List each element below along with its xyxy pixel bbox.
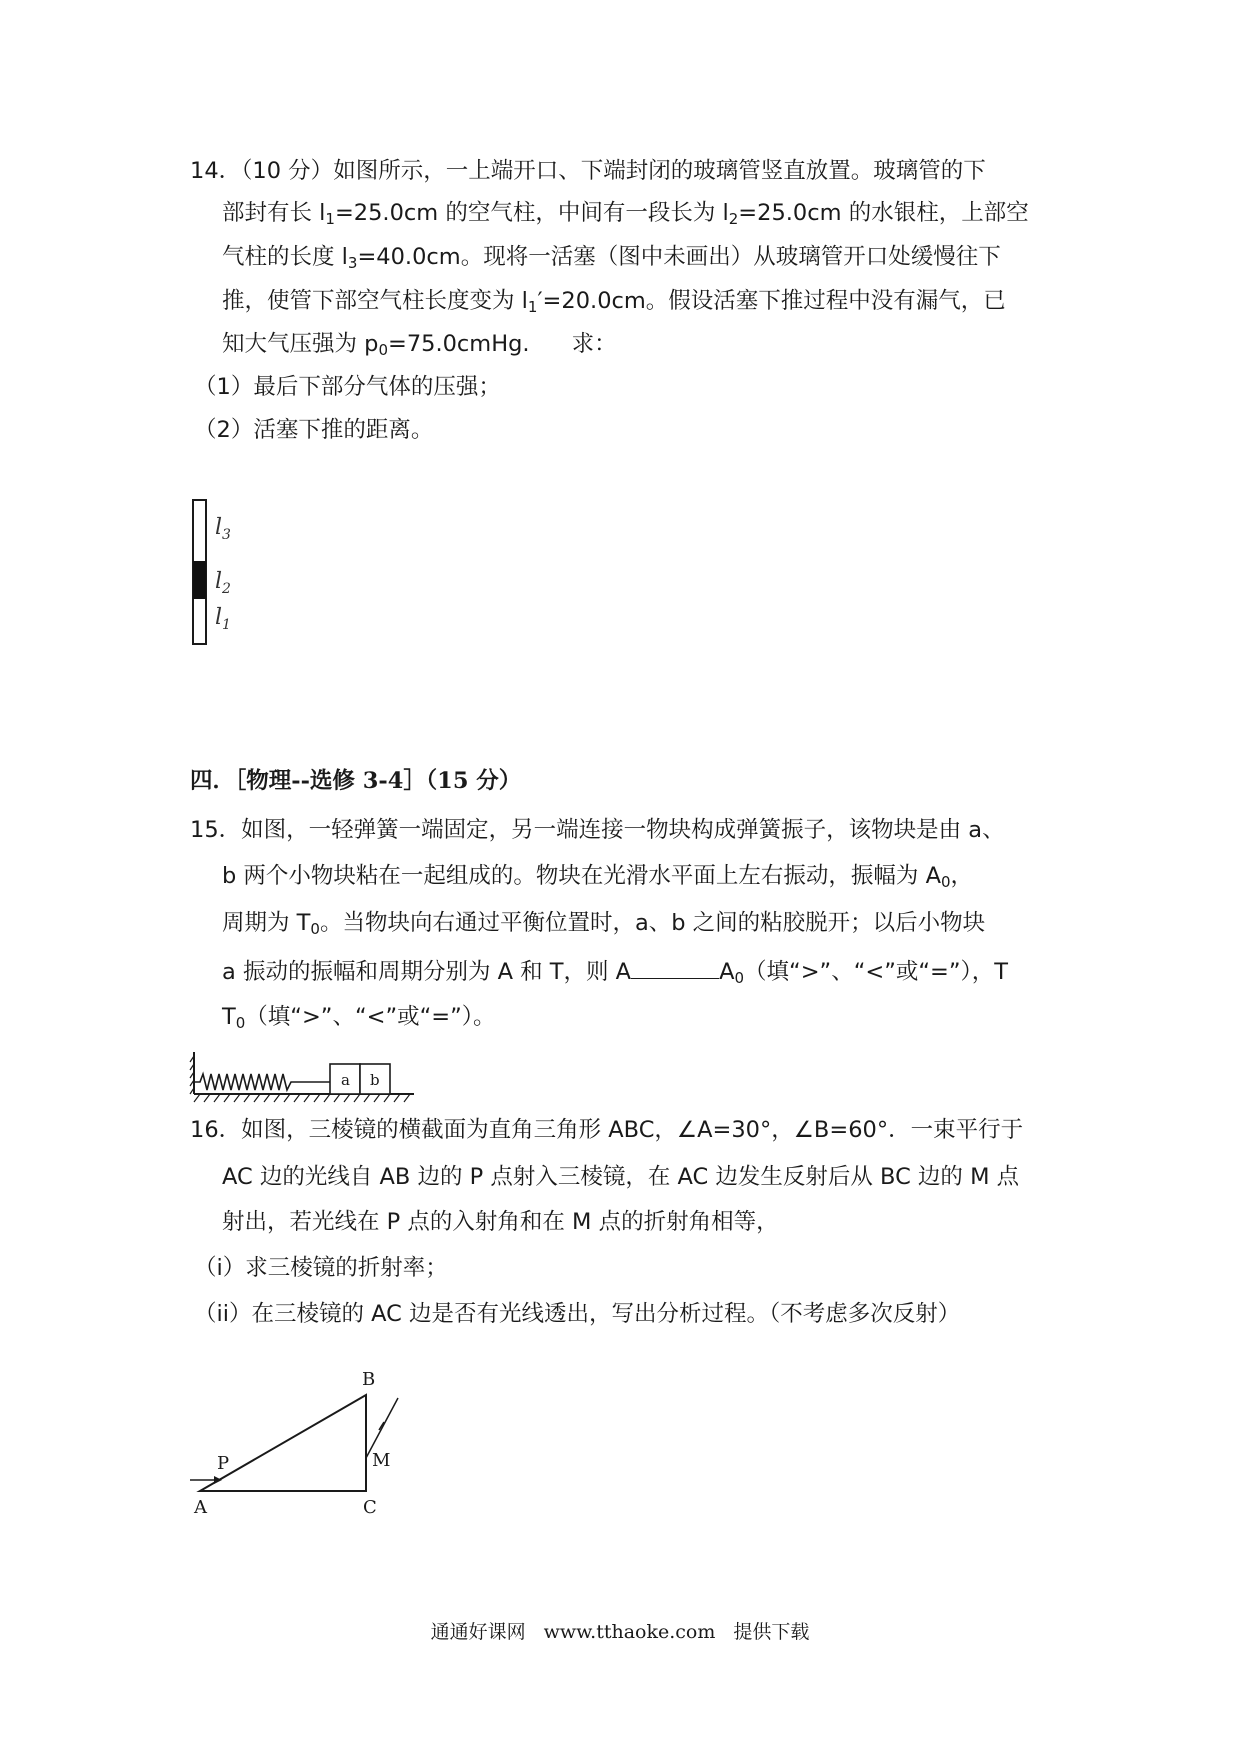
q15-number: 15． (190, 817, 242, 843)
point-m-label: M (372, 1450, 391, 1471)
q14-line-5: 知大气压强为 $p_0=75.0cmHg$. 求： (222, 331, 617, 359)
q14-line-4: 推，使管下部空气柱长度变为 $l_1'=20.0cm$。假设活塞下推过程中没有漏气，已 (222, 288, 1006, 316)
exit-ray (366, 1398, 398, 1458)
q16-line-3: 射出，若光线在 P 点的入射角和在 M 点的折射角相等， (222, 1209, 779, 1235)
q14-line-2: 部封有长 $l_1=25.0cm$ 的空气柱，中间有一段长为 $l_2=25.0cm$ 的水银柱，上部空 (222, 200, 1029, 228)
q14-part-2: （2）活塞下推的距离。 (194, 417, 434, 443)
q15-line-4: a 振动的振幅和周期分别为 A 和 T，则 A $A_0$（填“>”、“<”或“=”），T (222, 956, 1008, 987)
vertex-b-label: B (362, 1369, 376, 1390)
footer-suffix: 提供下载 (733, 1621, 810, 1643)
mercury-column (193, 561, 206, 599)
spring (194, 1074, 330, 1090)
answer-blank-1[interactable] (631, 956, 719, 979)
vertex-a-label: A (194, 1497, 207, 1518)
spring-oscillator-figure (190, 1050, 420, 1110)
q14-line-1: 14．（10 分）如图所示，一上端开口、下端封闭的玻璃管竖直放置。玻璃管的下 (190, 158, 986, 184)
label-l2: $l_2$ (215, 569, 231, 597)
q15-line-1: 15．如图，一轻弹簧一端固定，另一端连接一物块构成弹簧振子，该物块是由 a、 (190, 817, 1005, 843)
incident-arrow (214, 1476, 222, 1484)
q15-line-3: 周期为 $T_0$。当物块向右通过平衡位置时，a、b 之间的粘胶脱开；以后小物块 (222, 910, 986, 938)
q16-part-1: （i）求三棱镜的折射率； (194, 1255, 448, 1281)
page-footer (0, 1617, 1240, 1644)
q14-score: （10 分） (241, 158, 334, 184)
point-p-label: P (217, 1453, 230, 1474)
q16-line-1: 16．如图，三棱镜的横截面为直角三角形 ABC，∠A=30°，∠B=60°．一束平行于 (190, 1117, 1024, 1143)
prism-triangle (200, 1395, 366, 1491)
label-l1: $l_1$ (215, 605, 231, 633)
q14-line-3: 气柱的长度 $l_3=40.0cm$。现将一活塞（图中未画出）从玻璃管开口处缓慢往下 (222, 244, 1001, 272)
block-b-label: b (370, 1071, 380, 1089)
prism-figure (180, 1360, 420, 1530)
q16-line-2: AC 边的光线自 AB 边的 P 点射入三棱镜，在 AC 边发生反射后从 BC 边的 M 点 (222, 1164, 1020, 1190)
glass-tube-figure (190, 500, 260, 648)
q16-number: 16． (190, 1117, 242, 1143)
footer-url[interactable]: www.tthaoke.com (543, 1621, 716, 1643)
label-l3: $l_3$ (215, 515, 231, 543)
block-a-label: a (341, 1071, 350, 1089)
vertex-c-label: C (363, 1497, 377, 1518)
q14-part-1: （1）最后下部分气体的压强； (194, 374, 501, 400)
section-4-heading: 四．［物理--选修 3-4］（15 分） (190, 768, 522, 794)
footer-site-name: 通通好课网 (430, 1621, 526, 1643)
q15-line-5: $T_0$（填“>”、“<”或“=”）。 (222, 1004, 496, 1032)
q15-line-2: b 两个小物块粘在一起组成的。物块在光滑水平面上左右振动，振幅为 $A_0$， (222, 863, 974, 891)
q14-number: 14． (190, 158, 242, 184)
q16-part-2: （ii）在三棱镜的 AC 边是否有光线透出，写出分析过程。（不考虑多次反射） (194, 1301, 961, 1327)
ground-hatching (194, 1094, 410, 1102)
